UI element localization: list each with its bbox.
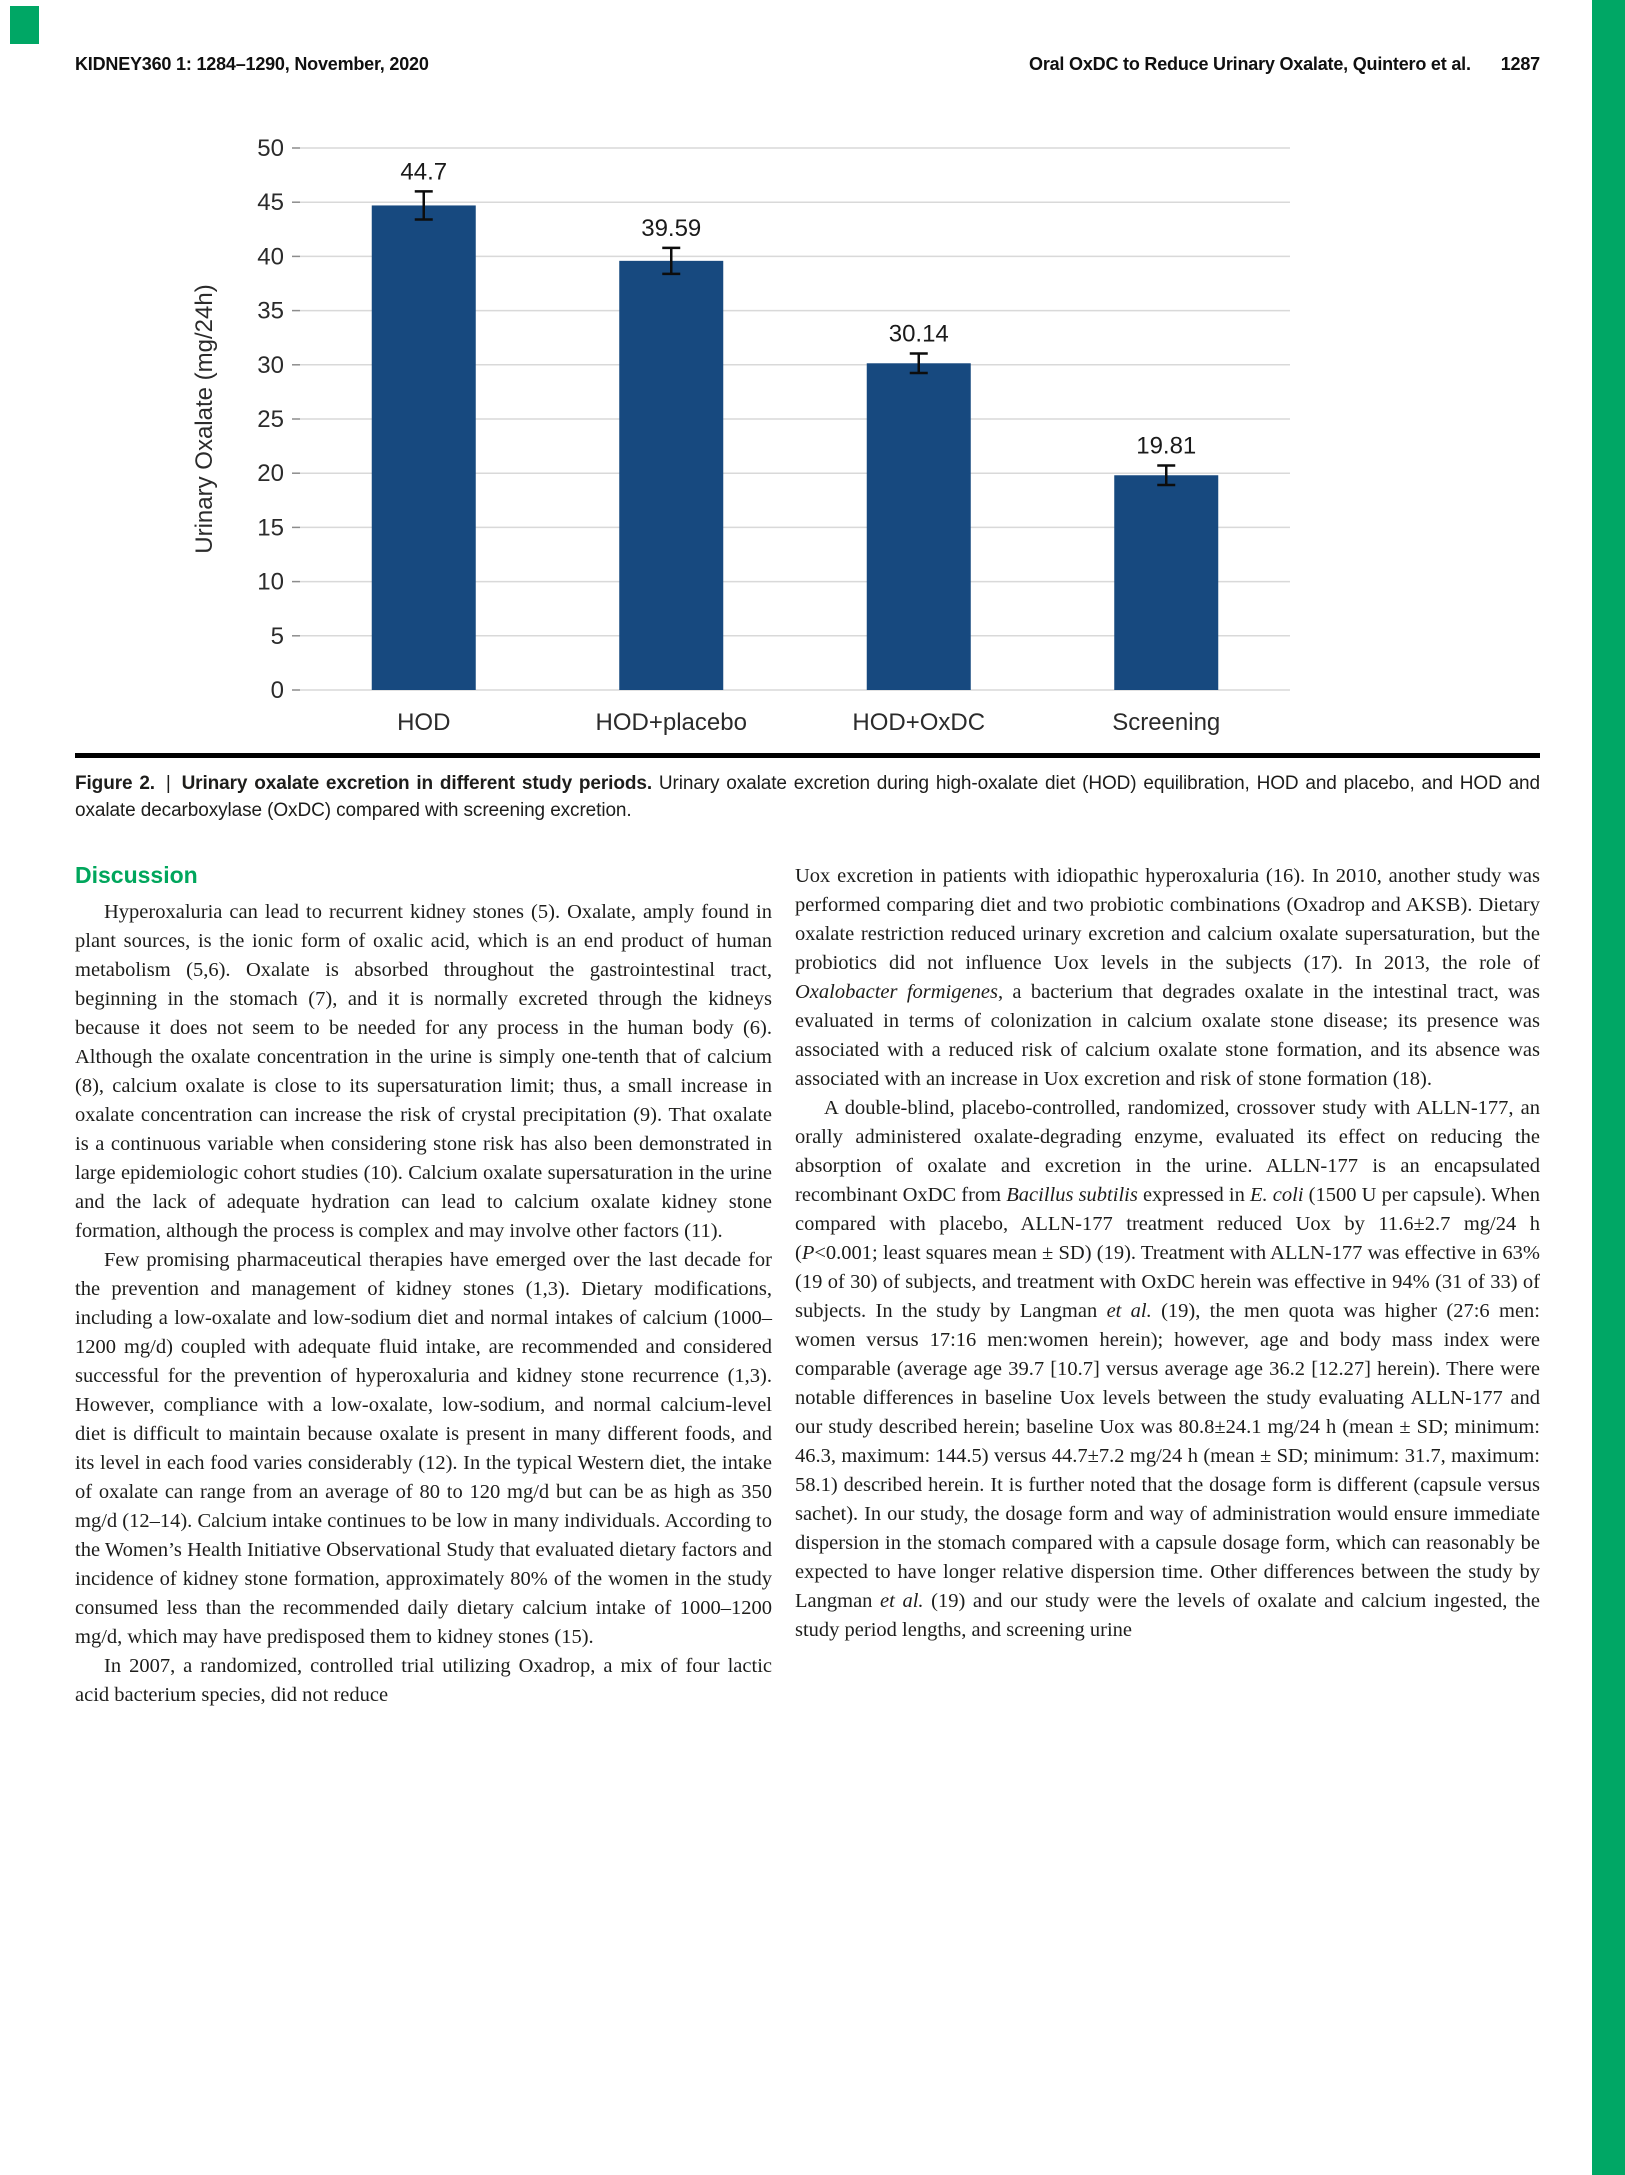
x-category-label: Screening: [1112, 709, 1221, 736]
caption-separator: |: [165, 773, 171, 794]
bar-value-label: 30.14: [888, 320, 949, 348]
y-tick-label: 35: [257, 297, 284, 325]
page-header: [75, 54, 1540, 75]
figure-caption-text: Urinary oxalate excretion during high-oxalate diet (HOD) equilibration, HOD and placebo, and HOD and oxalate decarboxylase (OxDC) compared with screening excretion.: [75, 773, 1540, 821]
text-run: expressed in: [1137, 1184, 1250, 1206]
y-tick-label: 15: [257, 514, 284, 542]
x-category-label: HOD+OxDC: [852, 709, 986, 736]
caption-divider-rule: [75, 753, 1540, 758]
figure-caption: [75, 770, 1540, 824]
y-tick-label: 40: [257, 243, 284, 271]
italic-text-run: et al.: [1106, 1300, 1152, 1322]
body-paragraph: [75, 1652, 772, 1710]
italic-text-run: et al.: [880, 1590, 924, 1612]
bar-HOD+placebo: [619, 261, 723, 690]
bar-value-label: 39.59: [641, 214, 702, 242]
text-run: Uox excretion in patients with idiopathic hyperoxaluria (16). In 2010, another study was performed comparing diet and two probiotic combinations (Oxadrop and AKSB). Dietary oxalate restriction reduced urinary excretion and calcium oxalate supersaturation, but the probiotics did not influence Uox levels in the subjects (17). In 2013, the role of: [795, 865, 1540, 974]
italic-text-run: Bacillus subtilis: [1006, 1184, 1138, 1206]
y-axis-title: Urinary Oxalate (mg/24h): [191, 284, 218, 554]
bar-value-label: 19.81: [1136, 432, 1197, 460]
text-run: (1500 U per capsule). When compared with placebo, ALLN-177 treatment reduced Uox by 11.6±2.7 mg/24 h (: [795, 1184, 1541, 1264]
running-title-group: [1029, 54, 1540, 75]
journal-citation: KIDNEY360 1: 1284–1290, November, 2020: [75, 54, 429, 74]
y-tick-label: 45: [257, 189, 284, 217]
body-paragraph: [75, 898, 772, 1246]
italic-text-run: P: [801, 1242, 815, 1264]
page-number: 1287: [1500, 54, 1540, 74]
left-column: [75, 862, 772, 1710]
bar-Screening: [1114, 475, 1218, 690]
x-category-label: HOD+placebo: [595, 709, 747, 736]
corner-accent-mark: [10, 6, 39, 44]
y-tick-label: 10: [257, 568, 284, 596]
figure-label: Figure 2.: [75, 773, 155, 794]
italic-text-run: Oxalobacter formigenes: [795, 981, 998, 1003]
y-tick-label: 0: [270, 677, 284, 704]
text-run: A double-blind, placebo-controlled, randomized, crossover study with ALLN-177, an orally administered oxalate-degrading enzyme, evaluated its effect on reducing the absorption of oxalate and excretion in the urine. ALLN-177 is an encapsulated recombinant OxDC from: [795, 1097, 1540, 1206]
body-paragraph: [75, 1246, 772, 1652]
y-tick-label: 30: [257, 351, 284, 379]
y-tick-label: 50: [257, 135, 284, 162]
page-edge-green-bar: [1592, 0, 1625, 2175]
bar-HOD+OxDC: [867, 363, 971, 690]
text-run: (19) and our study were the levels of oxalate and calcium ingested, the study period lengths, and screening urine: [795, 1590, 1540, 1641]
text-run: Few promising pharmaceutical therapies have emerged over the last decade for the prevention and management of kidney stones (1,3). Dietary modifications, including a low-oxalate and low-sodium diet and normal intakes of calcium (1000–1200 mg/d) coupled with adequate fluid intake, are recommended and considered successful for the prevention of hyperoxaluria and kidney stone recurrence (1,3). However, compliance with a low-oxalate, low-sodium, and normal calcium-level diet is difficult to maintain because oxalate is present in many different foods, and its level in each food varies considerably (12). In the typical Western diet, the intake of oxalate can range from an average of 80 to 120 mg/d but can be as high as 350 mg/d (12–14). Calcium intake continues to be low in many individuals. According to the Women’s Health Initiative Observational Study that evaluated dietary factors and incidence of kidney stone formation, approximately 80% of the women in the study consumed less than the recommended daily dietary calcium intake of 1000–1200 mg/d, which may have predisposed them to kidney stones (15).: [75, 1249, 772, 1648]
running-title: Oral OxDC to Reduce Urinary Oxalate, Quintero et al.: [1029, 54, 1471, 74]
text-run: (19), the men quota was higher (27:6 men: women versus 17:16 men:women herein); however, age and body mass index were comparable (average age 39.7 [10.7] versus average age 36.2 [12.27] herein). There were notable differences in baseline Uox levels between the study evaluating ALLN-177 and our study described herein; baseline Uox was 80.8±24.1 mg/24 h (mean ± SD; minimum: 46.3, maximum: 144.5) versus 44.7±7.2 mg/24 h (mean ± SD; minimum: 31.7, maximum: 58.1) described herein. It is further noted that the dosage form is different (capsule versus sachet). In our study, the dosage form and way of administration would ensure immediate dispersion in the stomach compared with a capsule dosage form, which can reasonably be expected to have longer relative dispersion time. Other differences between the study by Langman: [795, 1300, 1540, 1612]
body-paragraph: [795, 862, 1540, 1094]
figure-title: Urinary oxalate excretion in different study periods.: [181, 773, 653, 794]
bar-HOD: [372, 205, 476, 690]
bar-value-label: 44.7: [400, 158, 448, 186]
figure-2-bar-chart: [75, 130, 1305, 748]
discussion-section: [75, 862, 1540, 1710]
y-tick-label: 25: [257, 406, 284, 433]
text-run: , a bacterium that degrades oxalate in the intestinal tract, was evaluated in terms of colonization in calcium oxalate stone disease; its presence was associated with a reduced risk of calcium oxalate stone formation, and its absence was associated with an increase in Uox excretion and risk of stone formation (18).: [795, 981, 1541, 1090]
discussion-heading: Discussion: [75, 862, 198, 888]
figure-2-area: [75, 130, 1305, 748]
italic-text-run: E. coli: [1250, 1184, 1304, 1206]
body-paragraph: [795, 1094, 1540, 1645]
y-tick-label: 5: [270, 622, 284, 650]
two-column-body: [75, 862, 1540, 1710]
y-tick-label: 20: [257, 460, 284, 488]
text-run: In 2007, a randomized, controlled trial utilizing Oxadrop, a mix of four lactic acid bacterium species, did not reduce: [75, 1655, 772, 1706]
right-column: [795, 862, 1540, 1710]
x-category-label: HOD: [397, 709, 451, 736]
text-run: <0.001; least squares mean ± SD) (19). Treatment with ALLN-177 was effective in 63% (19 of 30) of subjects, and treatment with OxDC herein was effective in 94% (31 of 33) of subjects. In the study by Langman: [795, 1242, 1540, 1322]
text-run: Hyperoxaluria can lead to recurrent kidney stones (5). Oxalate, amply found in plant sources, is the ionic form of oxalic acid, which is an end product of human metabolism (5,6). Oxalate is absorbed throughout the gastrointestinal tract, beginning in the stomach (7), and it is normally excreted through the kidneys because it does not seem to be needed for any process in the human body (6). Although the oxalate concentration in the urine is simply one-tenth that of calcium (8), calcium oxalate is close to its supersaturation limit; thus, a small increase in oxalate concentration can increase the risk of crystal precipitation (9). That oxalate is a continuous variable when considering stone risk has also been demonstrated in large epidemiologic cohort studies (10). Calcium oxalate supersaturation in the urine and the lack of adequate hydration can lead to calcium oxalate kidney stone formation, although the process is complex and may involve other factors (11).: [75, 901, 772, 1242]
